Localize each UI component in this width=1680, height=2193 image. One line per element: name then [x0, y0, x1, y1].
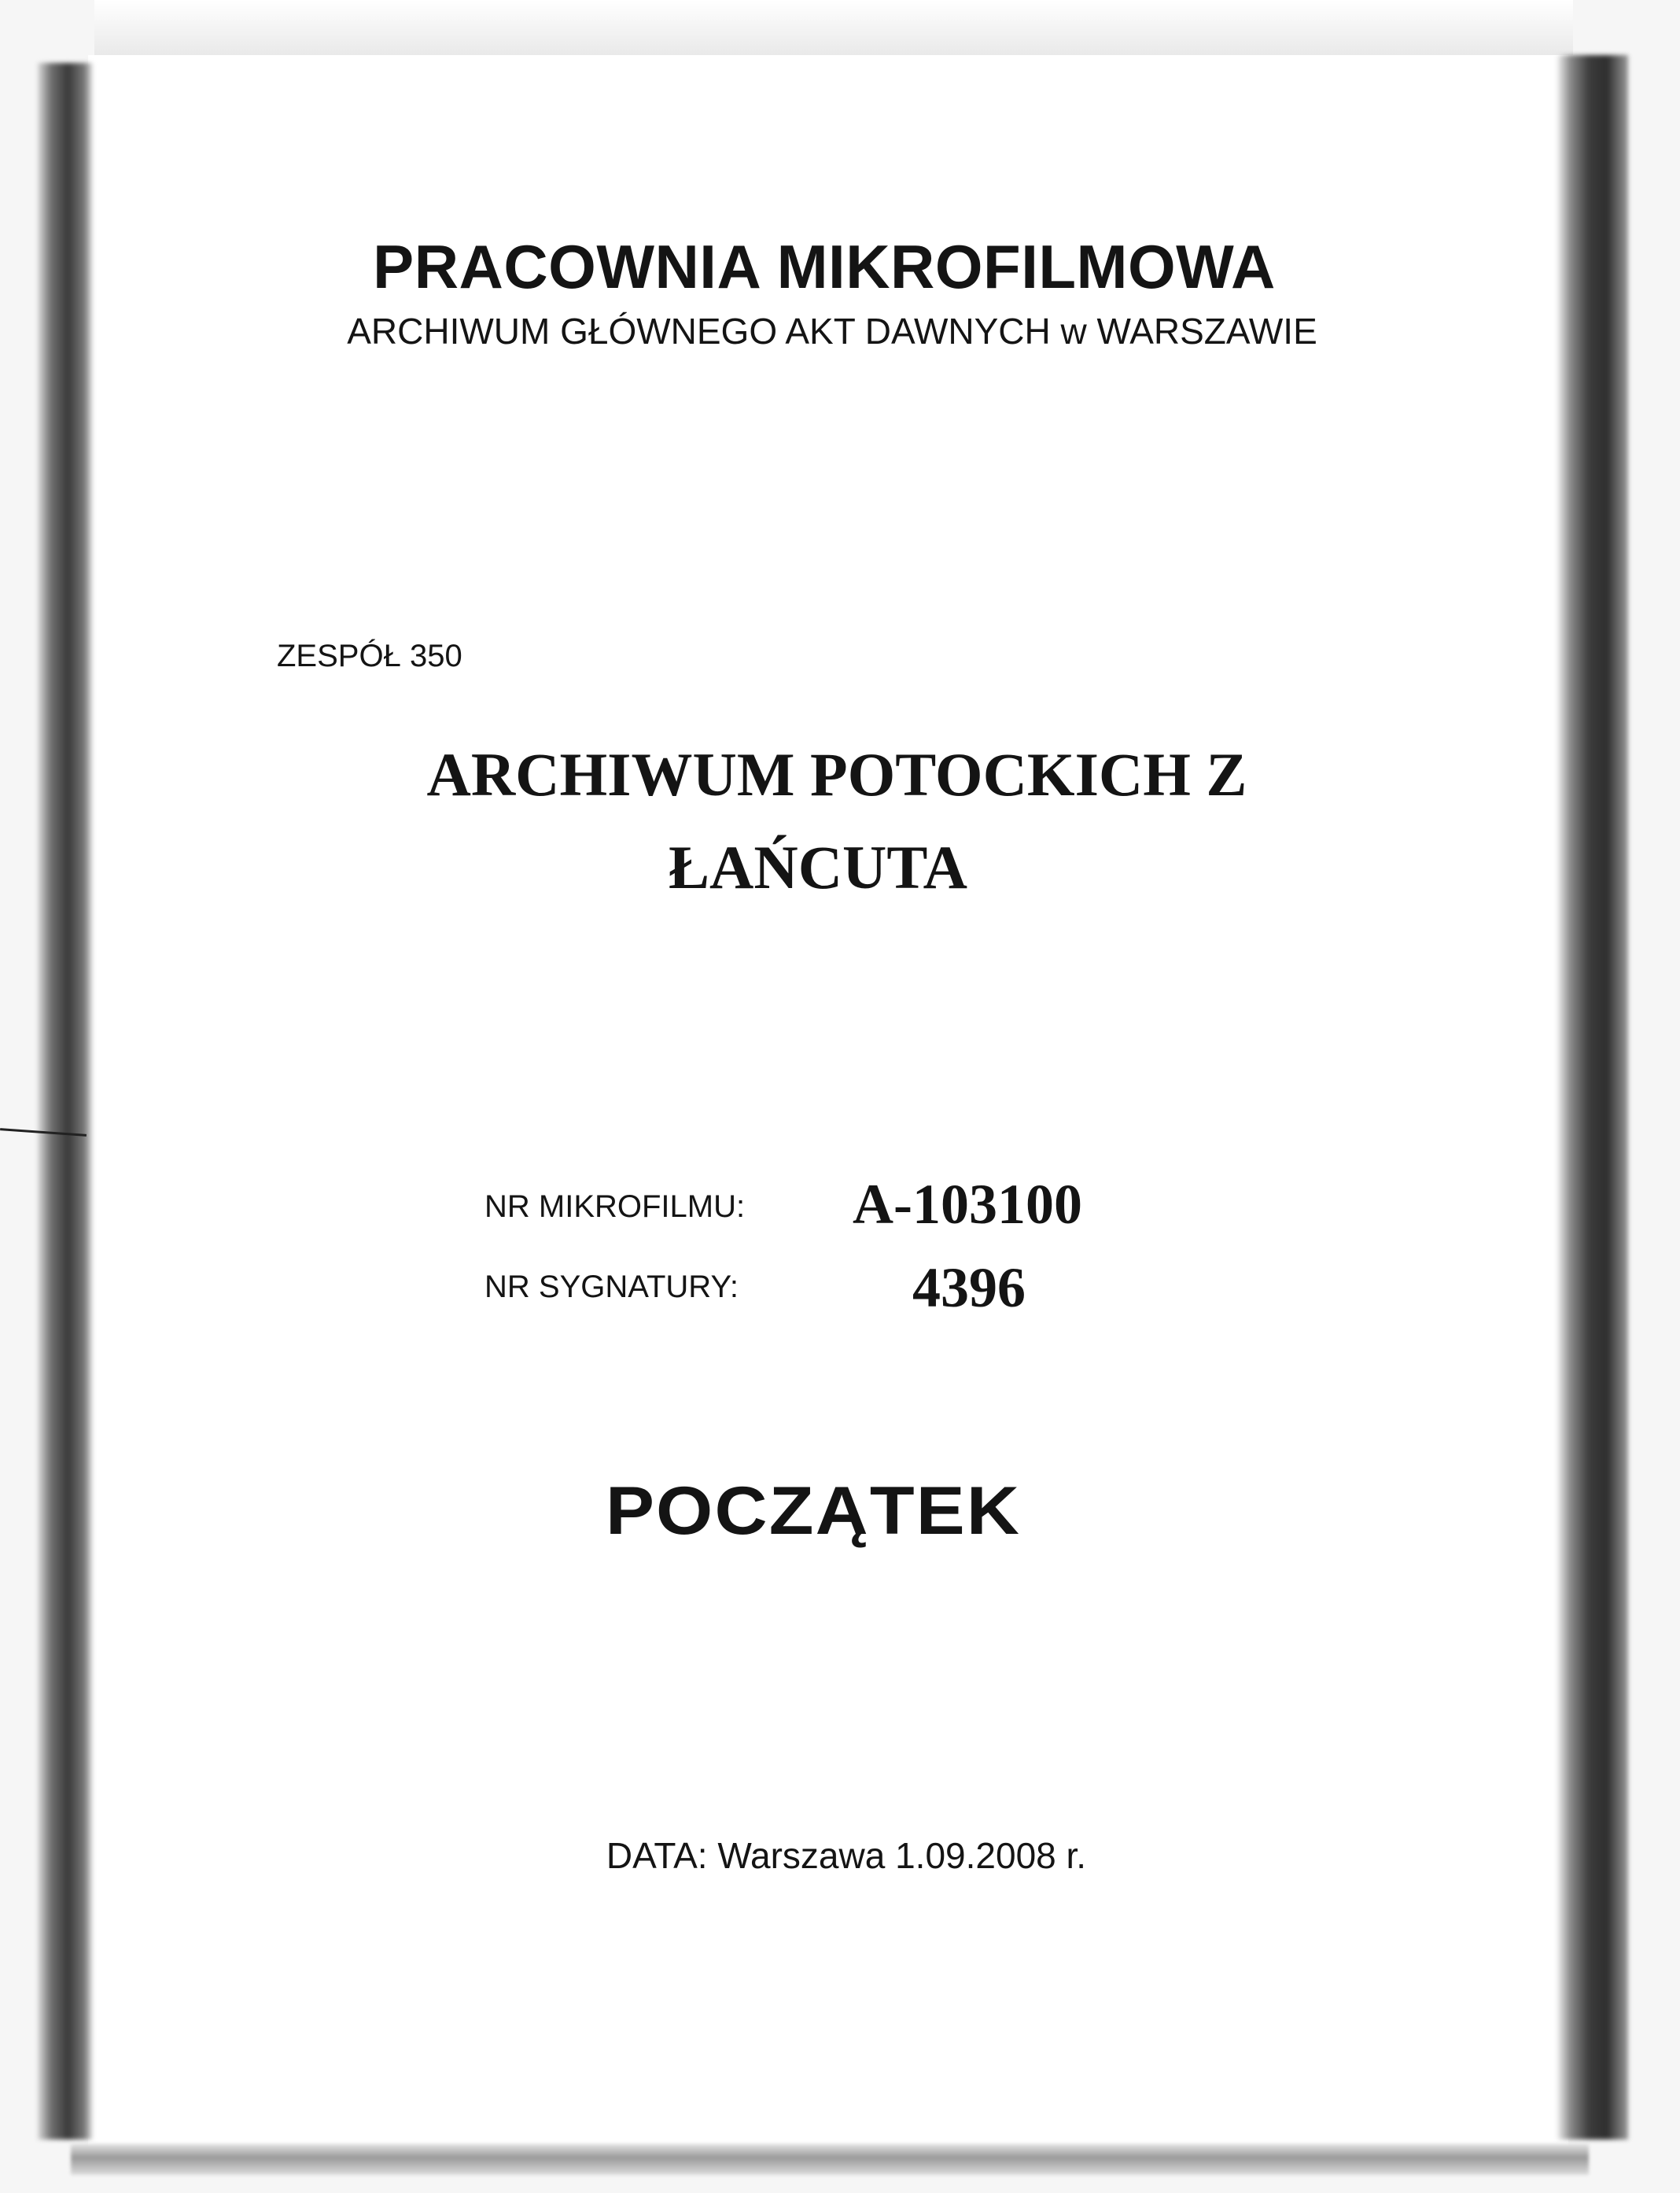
signature-number: 4396: [912, 1256, 1026, 1319]
microfilm-label: NR MIKROFILMU:: [484, 1189, 746, 1224]
scan-bottom-edge: [71, 2143, 1589, 2175]
fonds-title: ARCHIWUM POTOCKICH Z: [426, 740, 1247, 809]
workshop-title: PRACOWNIA MIKROFILMOWA: [373, 232, 1276, 301]
fonds-label: ZESPÓŁ 350: [277, 639, 462, 673]
fonds-title-continued: ŁAŃCUTA: [669, 833, 967, 901]
signature-label: NR SYGNATURY:: [484, 1270, 739, 1304]
scan-top-edge: [94, 0, 1573, 55]
date-line: DATA: Warszawa 1.09.2008 r.: [606, 1835, 1087, 1876]
scan-left-shadow: [38, 63, 93, 2140]
microfilm-number: A-103100: [853, 1173, 1082, 1236]
start-marker: POCZĄTEK: [605, 1473, 1022, 1549]
archive-name: ARCHIWUM GŁÓWNEGO AKT DAWNYCH w WARSZAWIE: [347, 311, 1317, 352]
scan-right-shadow: [1557, 55, 1628, 2140]
paper-sheet: [88, 55, 1568, 2147]
